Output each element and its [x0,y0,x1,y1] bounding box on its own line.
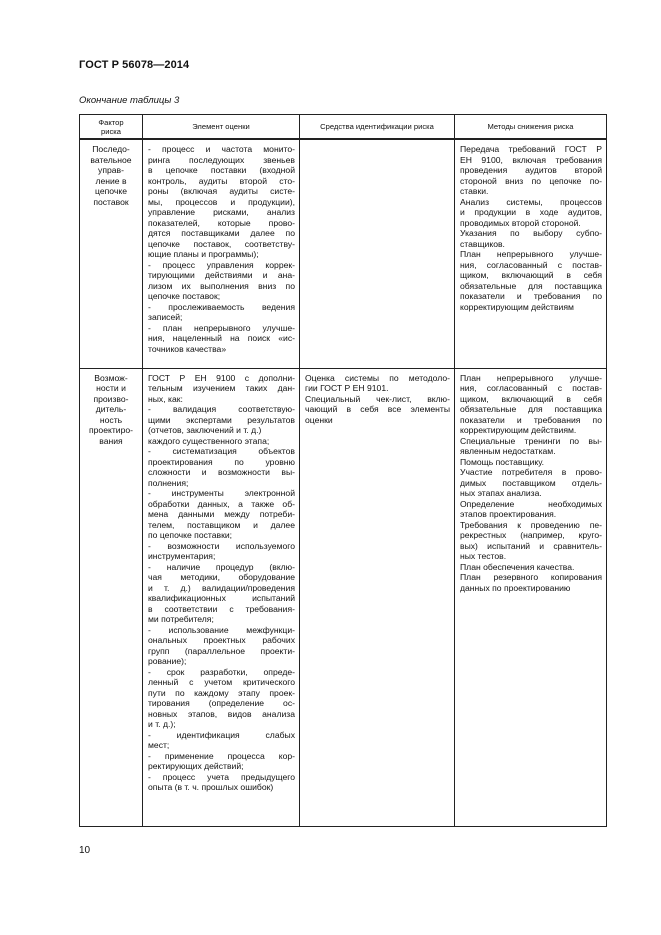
element-line: цепочке поставок, соответству- [148,238,295,249]
element-line: - валидация соответствую- [148,404,295,414]
methods-line: показатели и требования по [460,414,602,425]
element-line: - систематизация объектов [148,446,295,456]
element-line: управление рисками, анализ [148,207,295,217]
element-cell [143,368,300,826]
element-line: групп (параллельное проекти- [148,645,295,656]
means-line: гии ГОСТ Р ЕН 9101. [305,383,389,393]
methods-line: ставки. [460,186,489,196]
methods-line: данных по проектированию [460,582,571,593]
factor-line: произво- [93,393,129,404]
means-line: оценки [305,414,333,425]
methods-line: Требования к проведению пе- [460,519,602,530]
element-line: записей; [148,312,183,322]
element-line: квалификационных испытаний [148,593,295,603]
header-methods: Методы снижения риска [455,115,607,140]
methods-line: стороной вниз по цепочке по- [460,175,602,186]
element-line: тирующими действиями и ана- [148,270,295,280]
element-line: полнения; [148,477,189,488]
methods-line: План резервного копирования [460,572,602,582]
element-line: телем, поставщиком и далее [148,519,295,530]
factor-line: ление в [95,175,127,186]
methods-line: ных этапах анализа. [460,488,542,498]
element-line: обработки данных, а также об- [148,498,295,509]
methods-line: Указания по выбору субпо- [460,228,602,238]
element-line: по цепочке поставки; [148,530,233,540]
factor-line: цепочке [95,186,127,196]
methods-line: Помощь поставщику. [460,456,545,467]
table-header-row [80,115,607,140]
means-line: Оценка системы по методоло- [305,372,450,383]
element-line: ленный с учетом критического [148,677,295,687]
element-line: новных этапов, видов анализа [148,708,295,719]
methods-line: План непрерывного улучше- [460,249,602,259]
element-line: в цепочке поставки (входной [148,165,295,175]
methods-line: План обеспечения качества. [460,561,575,572]
element-line: ния, нацеленный на поиск «ис- [148,333,295,343]
element-line: тирования (определение ос- [148,698,295,708]
element-line: мест; [148,740,170,750]
header-factor-line: риска [101,126,121,136]
element-line: опыта (в т. ч. прошлых ошибок) [148,782,274,792]
factor-line: дитель- [95,404,127,414]
methods-line: щиком, включающий в себя [460,270,602,280]
methods-line: явленным недостаткам. [460,446,556,456]
methods-line: Участие потребителя в прово- [460,467,602,477]
element-line: щими экспертами результатов [148,414,295,425]
element-line: мена данными между потреби- [148,509,295,519]
element-line: ональных проектных рабочих [148,635,295,645]
methods-line: щиком, включающий в себя [460,393,602,404]
methods-line: и продукции в ходе аудитов, [460,207,602,217]
methods-line: обязательные для поставщика [460,280,602,291]
factor-line: ность [99,414,123,425]
element-line: - применение процесса кор- [148,750,295,761]
element-line: и т. д.); [148,719,176,729]
header-factor-line: Фактор [98,117,124,127]
factor-line: поставок [93,196,129,207]
element-line: ринга последующих звеньев [148,154,295,165]
factor-line: Возмож- [94,372,128,383]
factor-cell [80,368,143,826]
element-line: показателей, которые прово- [148,217,295,228]
methods-line: Специальные тренинги по вы- [460,435,602,446]
table-row [80,139,607,368]
factor-line: проектиро- [88,425,133,435]
table-caption: Окончание таблицы 3 [79,95,180,106]
means-cell [300,139,455,368]
factor-line: вательное [90,154,132,165]
element-line: (отчетов, заключений и т. д.) [148,425,262,435]
methods-line: ЕН 9100, включая требования [460,154,602,165]
methods-line: Передача требований ГОСТ Р [460,144,602,154]
element-line: ющие планы и программы); [148,249,259,259]
element-line: рование); [148,656,187,666]
element-line: - идентификация слабых [148,729,295,740]
methods-line: ния, согласованный с постав- [460,259,602,270]
element-line: пути по каждому этапу проек- [148,687,295,698]
element-line: цепочке поставок; [148,291,221,301]
methods-line: ных тестов. [460,551,507,561]
element-line: - процесс управления коррек- [148,259,295,270]
factor-line: ности и [96,383,126,393]
methods-line: вых) испытаний и сравнитель- [460,540,602,551]
element-line: в соответствии с требования- [148,603,295,614]
element-line: - процесс учета предыдущего [148,771,295,782]
document-header: ГОСТ Р 56078—2014 [79,59,190,71]
element-line: ных, как: [148,393,183,404]
element-line: лизом их выполнения вниз по [148,280,295,291]
element-line: - инструменты электронной [148,488,295,498]
element-line: дятся поставщиками далее по [148,228,295,238]
methods-line: ставщиков. [460,238,505,249]
methods-line: корректирующим действиям. [460,425,577,435]
means-line: Специальный чек-лист, вклю- [305,393,450,404]
table-body [80,139,607,826]
methods-line: Определение необходимых [460,498,602,509]
header-factor [80,115,143,140]
element-line: каждого существенного этапа; [148,435,270,446]
element-line: - срок разработки, опреде- [148,666,295,677]
element-line: точников качества» [148,343,227,354]
methods-line: План непрерывного улучше- [460,372,602,383]
element-line: - использование межфункци- [148,624,295,635]
element-line: тельным изучением таких дан- [148,383,295,393]
methods-line: проводимых второй стороной. [460,217,581,228]
methods-line: показатели и требования по [460,291,602,301]
methods-cell [455,139,607,368]
methods-line: Анализ системы, процессов [460,196,602,207]
methods-line: обязательные для поставщика [460,404,602,414]
factor-line: вания [99,435,123,446]
element-line: ректирующих действий; [148,761,244,771]
means-line: чающий в себя все элементы [305,404,450,414]
factor-cell [80,139,143,368]
element-line: - план непрерывного улучше- [148,322,295,333]
methods-line: этапов проектирования. [460,509,557,519]
methods-line: рекрестных (например, круго- [460,530,602,540]
element-cell [143,139,300,368]
element-line: чая методики, оборудование [148,572,295,582]
element-line: - наличие процедур (вклю- [148,561,295,572]
element-line: - прослеживаемость ведения [148,301,295,312]
methods-line: ния, согласованный с постав- [460,383,602,393]
element-line: инструментария; [148,551,216,561]
table-row [80,368,607,826]
methods-line: корректирующим действиям [460,301,574,312]
header-means: Средства идентификации риска [300,115,455,140]
element-line: мы, процессов и продукции), [148,196,295,207]
risk-table [79,114,607,827]
element-line: роны (включая аудиты систе- [148,186,295,196]
element-line: и т. д.) валидации/проведения [148,582,295,593]
element-line: проектирования по уровню [148,456,295,467]
header-element: Элемент оценки [143,115,300,140]
methods-line: проведения аудитов второй [460,165,602,175]
element-line: ГОСТ Р ЕН 9100 с дополни- [148,372,295,383]
element-line: - возможности используемого [148,540,295,551]
element-line: - процесс и частота монито- [148,144,295,154]
factor-line: управ- [98,165,124,175]
methods-line: димых поставщиком отдель- [460,477,602,488]
methods-cell [455,368,607,826]
element-line: контроль, аудиты второй сто- [148,175,295,186]
page-number: 10 [79,845,91,856]
element-line: ми потребителя; [148,614,214,624]
element-line: сложности и возможности вы- [148,467,295,477]
factor-line: Последо- [92,144,130,154]
means-cell [300,368,455,826]
